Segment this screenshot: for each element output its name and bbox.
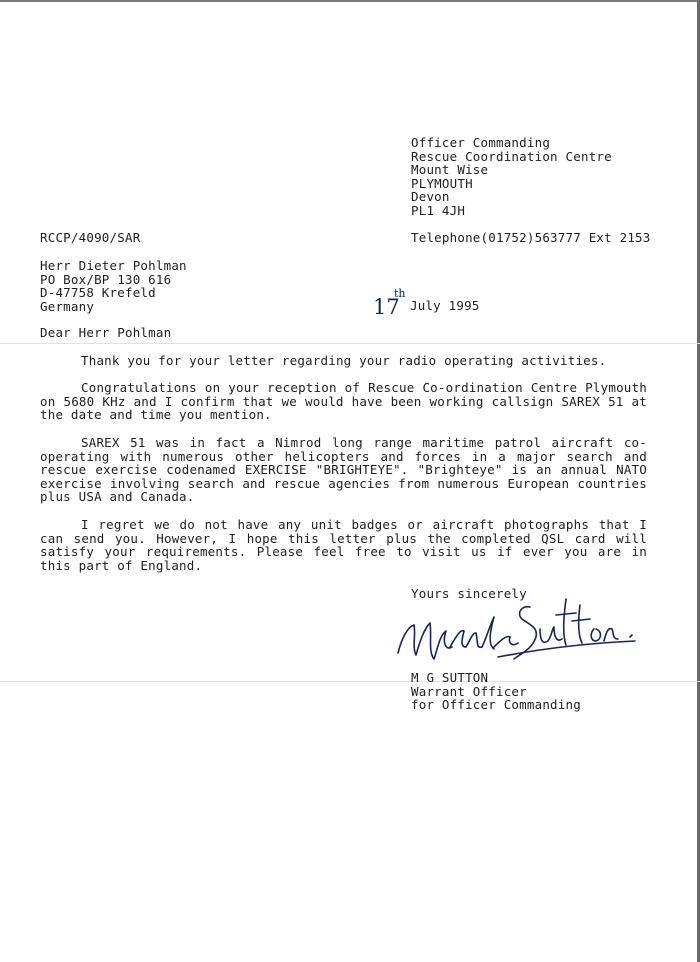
body-paragraph: SAREX 51 was in fact a Nimrod long range maritime patrol aircraft co-operating with numerous other helicopters and forces in a major search and rescue exercise codenamed EXERCISE "BRIGHTEYE". "Brighteye" is an annual NATO exercise involving search and rescue agencies from numerous European countries plus USA and Canada. [40, 435, 647, 505]
body-paragraph: I regret we do not have any unit badges or aircraft photographs that I can send you. However, I hope this letter plus the completed QSL card will satisfy your requirements. Please feel free to visit us if ever you are in this part of England. [40, 517, 647, 573]
telephone-number: Telephone(01752)563777 Ext 2153 [411, 230, 651, 245]
salutation: Dear Herr Pohlman [40, 325, 172, 340]
reference-number: RCCP/4090/SAR [40, 230, 141, 245]
sender-address-line: Officer Commanding [411, 135, 551, 150]
closing: Yours sincerely [411, 586, 527, 601]
recipient-address-line: PO Box/BP 130 616 [40, 271, 172, 287]
fold-line [0, 343, 700, 344]
handwritten-day-suffix: th [394, 287, 406, 300]
signatory-line: for Officer Commanding [411, 697, 581, 713]
sender-address-line: Devon [411, 189, 450, 205]
signatory-block [411, 671, 581, 712]
recipient-address-line: Herr Dieter Pohlman [40, 258, 187, 273]
sender-address-line: PL1 4JH [411, 202, 466, 218]
sender-address-line: PLYMOUTH [411, 175, 473, 191]
letter-date: July 1995 [410, 298, 480, 313]
sender-address-line: Mount Wise [411, 162, 489, 178]
recipient-address-line: Germany [40, 298, 95, 314]
recipient-address [40, 259, 187, 313]
body-paragraph: Thank you for your letter regarding your radio operating activities. [81, 353, 607, 368]
handwritten-day: 17 [373, 295, 400, 319]
recipient-address-line: D-47758 Krefeld [40, 285, 156, 301]
sender-address-line: Rescue Coordination Centre [411, 148, 612, 164]
signatory-line: Warrant Officer [411, 683, 527, 699]
body-paragraph: Congratulations on your reception of Rescue Co-ordination Centre Plymouth on 5680 KHz and I confirm that we would have been working callsign SAREX 51 at the date and time you mention. [40, 380, 647, 423]
sender-address [411, 136, 612, 218]
signatory-line: M G SUTTON [411, 670, 489, 685]
